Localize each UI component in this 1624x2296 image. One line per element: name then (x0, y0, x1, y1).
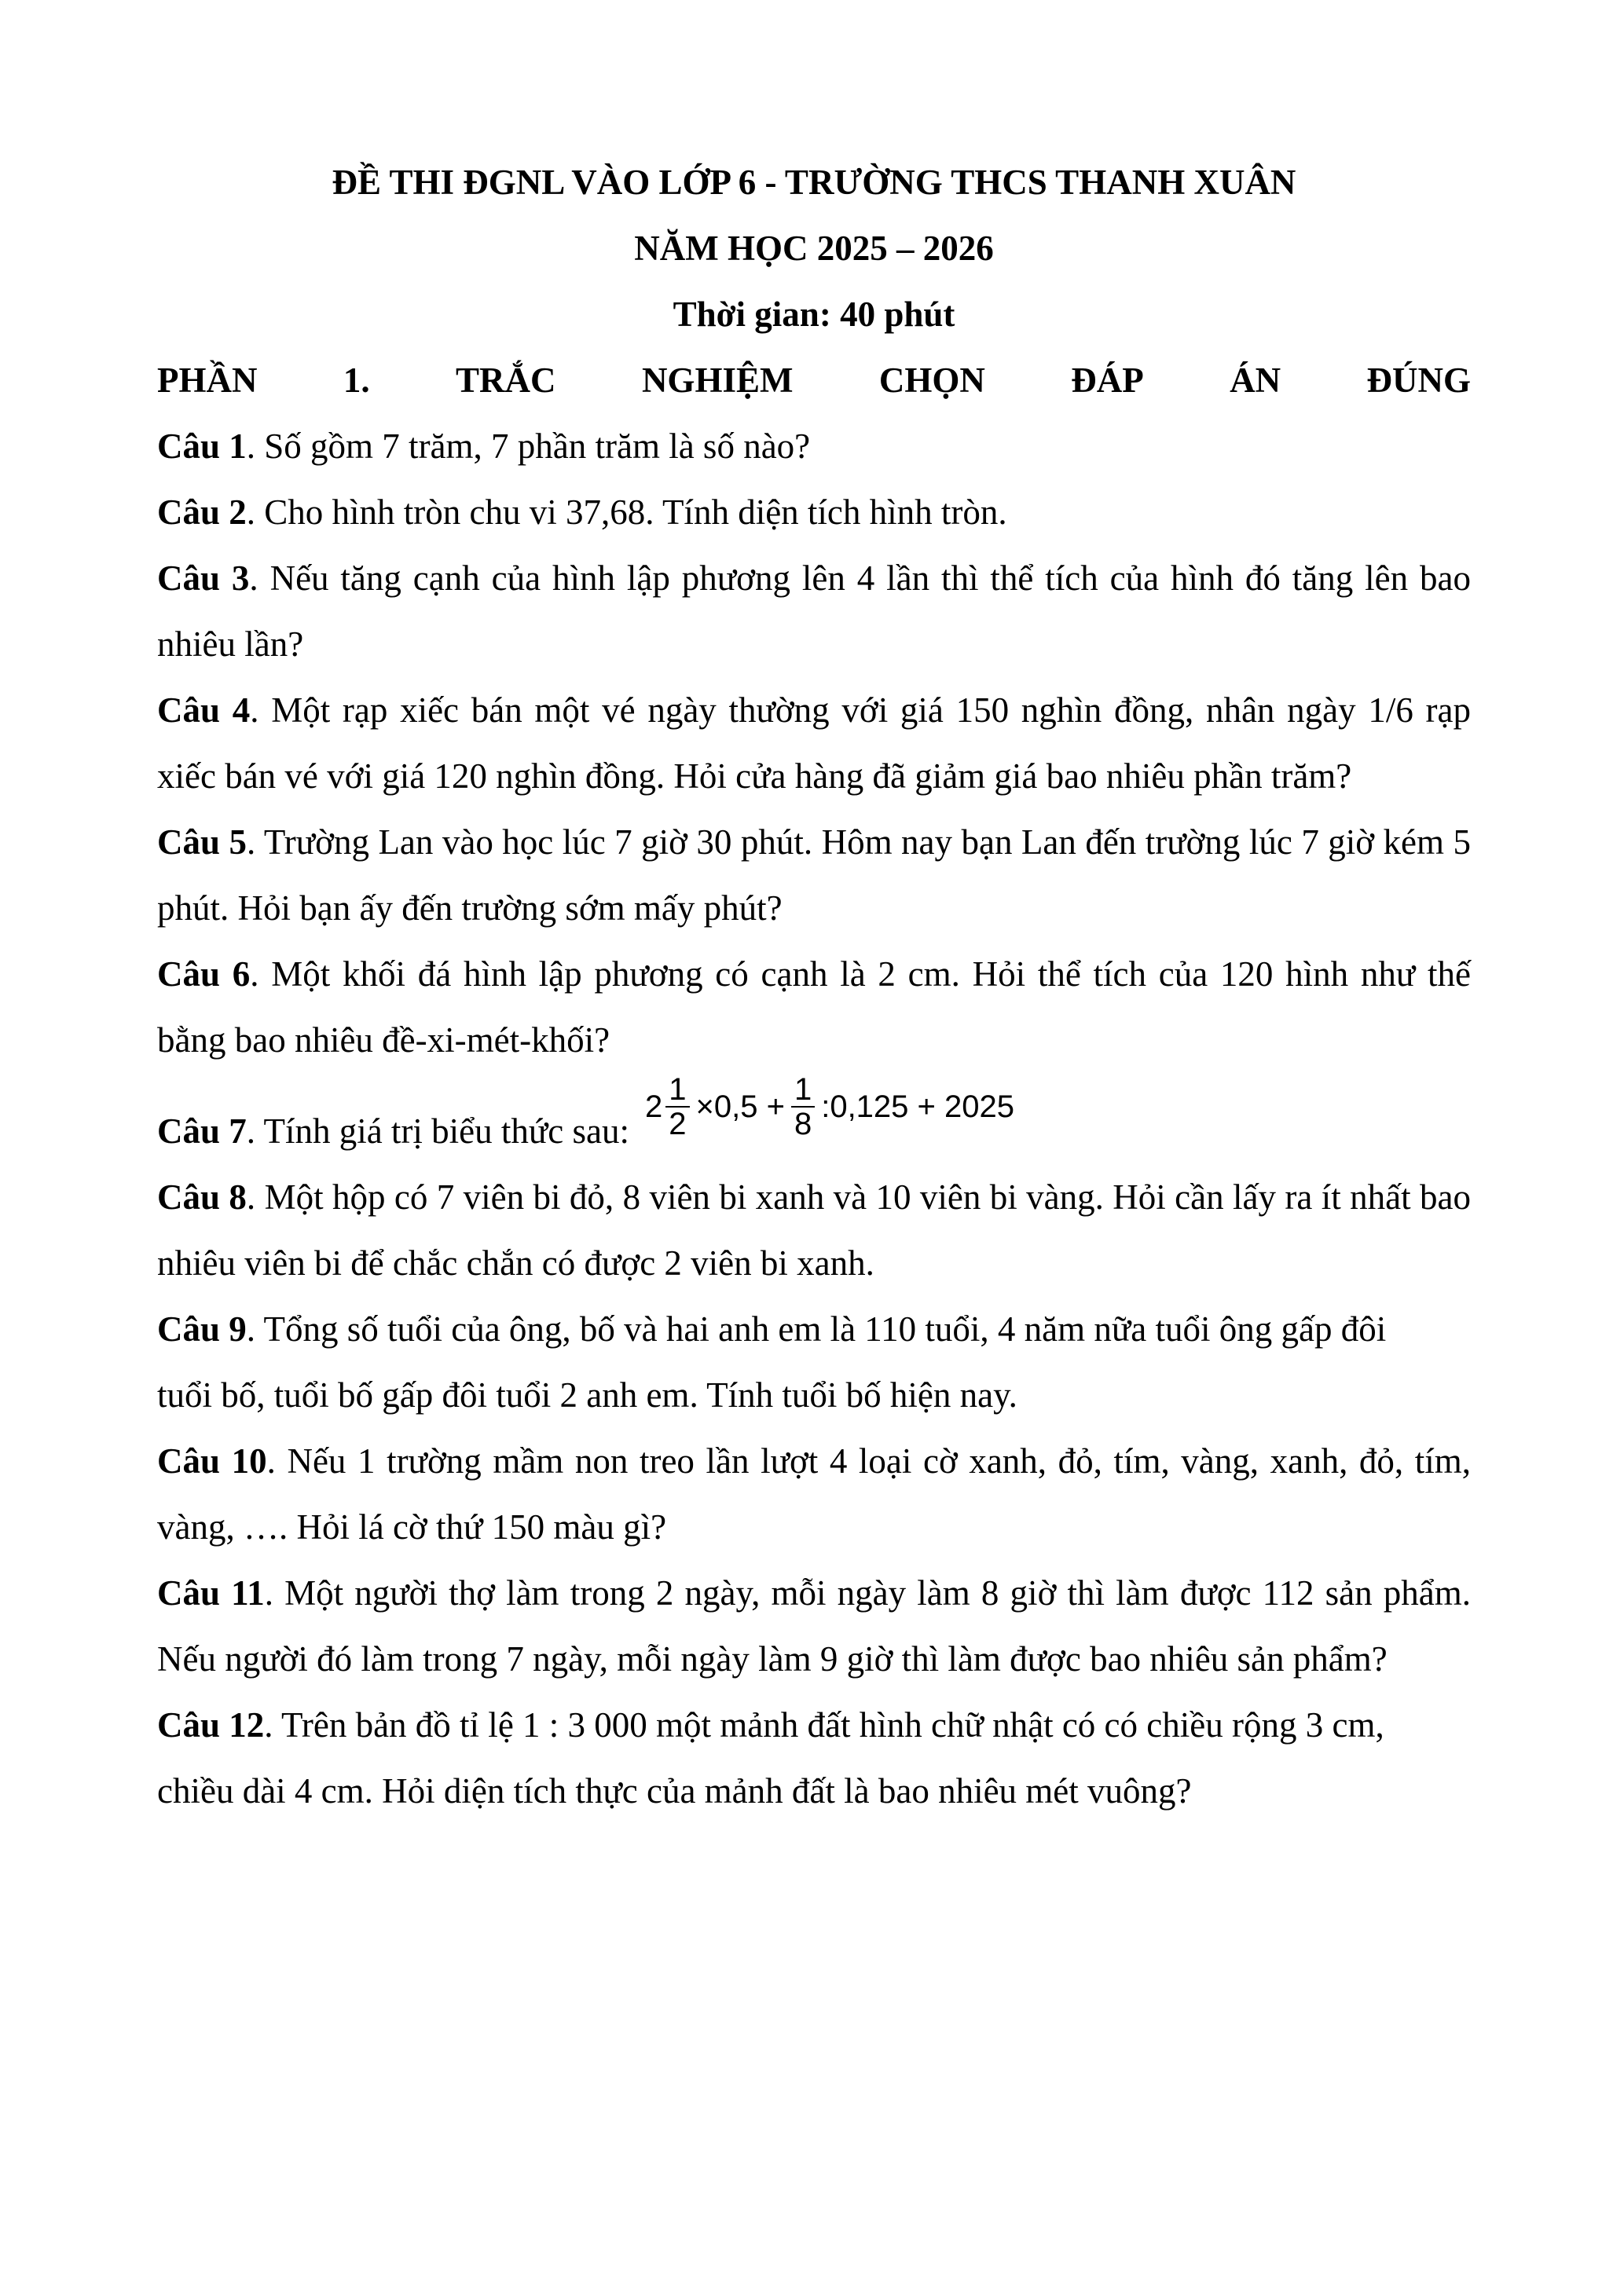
question-number: Câu 8 (157, 1177, 247, 1217)
question-6 (157, 941, 1471, 1073)
question-number: Câu 7 (157, 1111, 247, 1151)
mixed-number-whole: 2 (645, 1089, 663, 1124)
question-3 (157, 545, 1471, 677)
question-text: . Tổng số tuổi của ông, bố và hai anh em là 110 tuổi, 4 năm nữa tuổi ông gấp đôi (246, 1309, 1387, 1349)
math-expression (645, 1073, 1017, 1141)
section-word: ĐÁP (1071, 361, 1144, 400)
document-page (157, 149, 1471, 1824)
section-word: ĐÚNG (1366, 361, 1471, 400)
question-number: Câu 10 (157, 1441, 267, 1481)
question-text: . Một khối đá hình lập phương có cạnh là 2 cm. Hỏi thể tích của 120 hình như thế bằng bao nhiêu đề-xi-mét-khối? (157, 954, 1471, 1060)
question-9-continued (157, 1362, 1471, 1428)
question-12 (157, 1692, 1471, 1758)
section-1-heading (157, 347, 1471, 413)
question-7 (157, 1073, 1471, 1164)
question-number: Câu 9 (157, 1309, 247, 1349)
question-9 (157, 1296, 1471, 1362)
section-word: CHỌN (878, 361, 985, 400)
fraction-numerator: 1 (791, 1073, 815, 1108)
question-4 (157, 677, 1471, 809)
fraction-denominator: 8 (794, 1107, 812, 1141)
question-number: Câu 11 (157, 1573, 265, 1613)
question-number: Câu 4 (157, 690, 251, 730)
question-text: . Một người thợ làm trong 2 ngày, mỗi ngày làm 8 giờ thì làm được 112 sản phẩm. Nếu người đó làm trong 7 ngày, mỗi ngày làm 9 giờ thì làm được bao nhiêu sản phẩm? (157, 1573, 1471, 1679)
question-text: tuổi bố, tuổi bố gấp đôi tuổi 2 anh em. Tính tuổi bố hiện nay. (157, 1375, 1017, 1415)
exam-time: Thời gian: 40 phút (673, 295, 955, 334)
question-5 (157, 809, 1471, 941)
question-number: Câu 2 (157, 493, 247, 532)
question-number: Câu 12 (157, 1705, 265, 1745)
question-1 (157, 413, 1471, 479)
question-text: . Số gồm 7 trăm, 7 phần trăm là số nào? (246, 427, 811, 466)
question-text: chiều dài 4 cm. Hỏi diện tích thực của mảnh đất là bao nhiêu mét vuông? (157, 1771, 1192, 1811)
question-text: . Nếu tăng cạnh của hình lập phương lên 4 lần thì thể tích của hình đó tăng lên bao nhiêu lần? (157, 558, 1471, 664)
question-2 (157, 479, 1471, 545)
section-word: NGHIỆM (641, 361, 794, 400)
question-8 (157, 1164, 1471, 1296)
question-number: Câu 3 (157, 558, 250, 598)
question-text: . Một rạp xiếc bán một vé ngày thường với giá 150 nghìn đồng, nhân ngày 1/6 rạp xiếc bán vé với giá 120 nghìn đồng. Hỏi cửa hàng đã giảm giá bao nhiêu phần trăm? (157, 690, 1471, 796)
section-word: PHẦN (157, 361, 258, 400)
expression-part: ×0,5 + (695, 1089, 785, 1124)
question-text: . Một hộp có 7 viên bi đỏ, 8 viên bi xanh và 10 viên bi vàng. Hỏi cần lấy ra ít nhất bao nhiêu viên bi để chắc chắn có được 2 viên bi xanh. (157, 1177, 1471, 1283)
question-text: . Tính giá trị biểu thức sau: (246, 1111, 630, 1151)
question-number: Câu 5 (157, 822, 247, 862)
expression-part: :0,125 + 2025 (821, 1089, 1014, 1124)
question-text: . Trên bản đồ tỉ lệ 1 : 3 000 một mảnh đất hình chữ nhật có có chiều rộng 3 cm, (264, 1705, 1384, 1745)
question-number: Câu 1 (157, 427, 247, 466)
section-word: 1. (343, 361, 370, 400)
question-text: . Trường Lan vào học lúc 7 giờ 30 phút. Hôm nay bạn Lan đến trường lúc 7 giờ kém 5 phút. Hỏi bạn ấy đến trường sớm mấy phút? (157, 822, 1471, 928)
question-text: . Nếu 1 trường mầm non treo lần lượt 4 loại cờ xanh, đỏ, tím, vàng, xanh, đỏ, tím, vàng, …. Hỏi lá cờ thứ 150 màu gì? (157, 1441, 1471, 1547)
question-11 (157, 1560, 1471, 1692)
section-word: TRẮC (456, 361, 556, 400)
fraction-one-eighth (791, 1073, 815, 1141)
question-text: . Cho hình tròn chu vi 37,68. Tính diện tích hình tròn. (246, 493, 1007, 532)
exam-title: ĐỀ THI ĐGNL VÀO LỚP 6 - TRƯỜNG THCS THANH XUÂN (332, 163, 1296, 202)
question-7-text-wrap (157, 1098, 629, 1164)
question-number: Câu 6 (157, 954, 251, 994)
section-word: ÁN (1230, 361, 1281, 400)
question-10 (157, 1428, 1471, 1560)
fraction-denominator: 2 (669, 1107, 687, 1141)
school-year: NĂM HỌC 2025 – 2026 (634, 229, 994, 268)
fraction-numerator: 1 (665, 1073, 689, 1108)
question-12-continued (157, 1758, 1471, 1824)
fraction-one-half (665, 1073, 689, 1141)
